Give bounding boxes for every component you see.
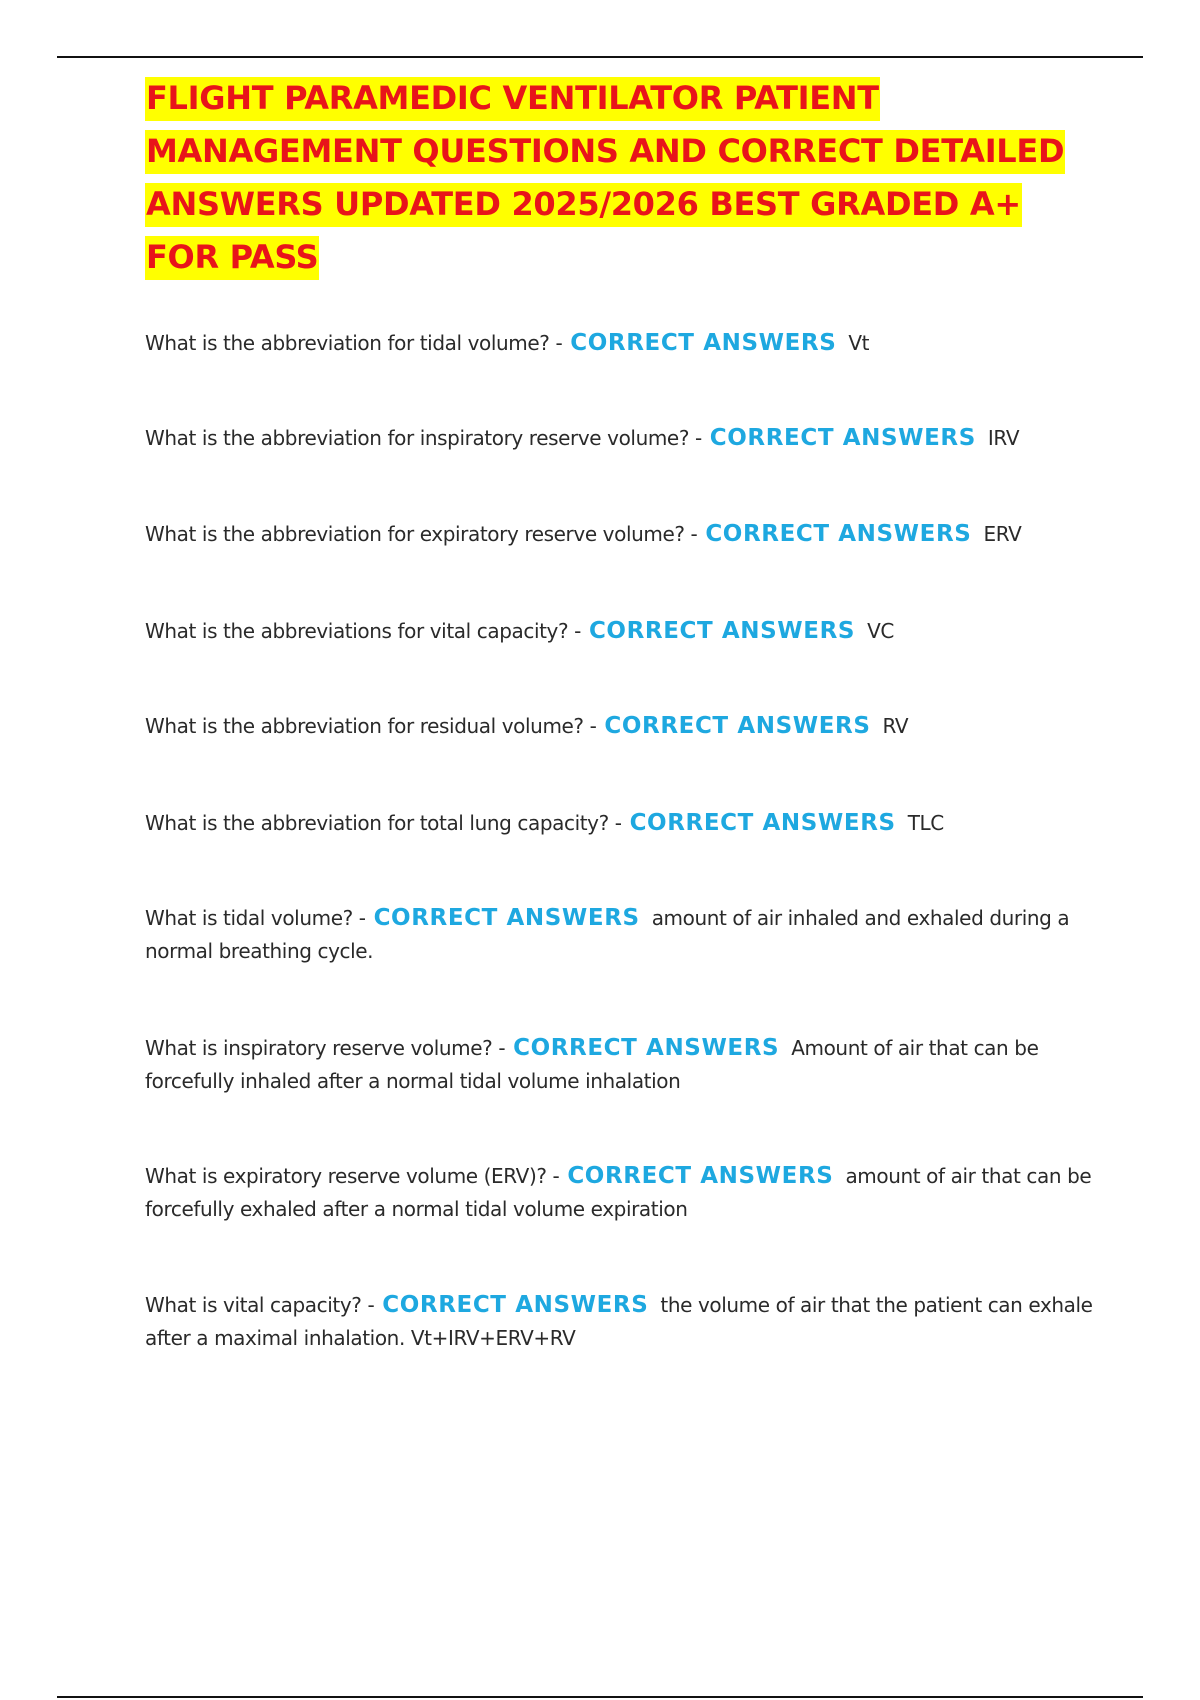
- bottom-rule: [57, 1696, 1143, 1698]
- correct-answers-tag: CORRECT ANSWERS: [709, 425, 976, 451]
- qa-item: [145, 710, 1095, 743]
- question-text: What is the abbreviation for residual volume? -: [145, 714, 597, 738]
- qa-item: [145, 902, 1095, 968]
- answer-text: amount of air that can be forcefully exhaled after a normal tidal volume expiration: [145, 1164, 1092, 1221]
- question-text: What is the abbreviation for total lung capacity? -: [145, 811, 622, 835]
- qa-item: [145, 615, 1095, 648]
- qa-item: [145, 518, 1095, 551]
- correct-answers-tag: CORRECT ANSWERS: [588, 618, 856, 644]
- correct-answers-tag: CORRECT ANSWERS: [382, 1292, 649, 1318]
- question-text: What is the abbreviation for expiratory reserve volume? -: [145, 522, 698, 546]
- top-rule: [57, 56, 1143, 58]
- answer-text: amount of air inhaled and exhaled during a normal breathing cycle.: [145, 906, 1070, 963]
- correct-answers-tag: CORRECT ANSWERS: [513, 1035, 780, 1061]
- answer-text: RV: [882, 714, 909, 738]
- qa-item: [145, 1289, 1095, 1355]
- correct-answers-tag: CORRECT ANSWERS: [570, 330, 837, 356]
- answer-text: IRV: [987, 426, 1020, 450]
- answer-text: the volume of air that the patient can exhale after a maximal inhalation. Vt+IRV+ERV+RV: [145, 1293, 1093, 1350]
- document-title: [145, 72, 1095, 284]
- question-text: What is vital capacity? -: [145, 1293, 375, 1317]
- qa-item: [145, 807, 1095, 840]
- question-text: What is the abbreviation for inspiratory reserve volume? -: [145, 426, 702, 450]
- answer-text: Amount of air that can be forcefully inhaled after a normal tidal volume inhalation: [145, 1036, 1039, 1093]
- correct-answers-tag: CORRECT ANSWERS: [629, 810, 896, 836]
- answer-text: Vt: [848, 331, 870, 355]
- answer-text: TLC: [907, 811, 944, 835]
- document-title-text: FLIGHT PARAMEDIC VENTILATOR PATIENT MANAGEMENT QUESTIONS AND CORRECT DETAILED ANSWERS UPDATED 2025/2026 BEST GRADED A+ FOR PASS: [145, 77, 1065, 280]
- question-text: What is tidal volume? -: [145, 906, 366, 930]
- answer-text: VC: [867, 619, 894, 643]
- qa-item: [145, 422, 1095, 455]
- qa-item: [145, 1032, 1095, 1098]
- qa-item: [145, 1160, 1095, 1226]
- question-text: What is inspiratory reserve volume? -: [145, 1036, 506, 1060]
- question-text: What is expiratory reserve volume (ERV)? -: [145, 1164, 560, 1188]
- answer-text: ERV: [983, 522, 1022, 546]
- question-text: What is the abbreviations for vital capacity? -: [145, 619, 581, 643]
- correct-answers-tag: CORRECT ANSWERS: [604, 713, 871, 739]
- correct-answers-tag: CORRECT ANSWERS: [705, 521, 972, 547]
- correct-answers-tag: CORRECT ANSWERS: [567, 1163, 834, 1189]
- question-text: What is the abbreviation for tidal volume? -: [145, 331, 563, 355]
- correct-answers-tag: CORRECT ANSWERS: [373, 905, 640, 931]
- qa-item: [145, 327, 1095, 360]
